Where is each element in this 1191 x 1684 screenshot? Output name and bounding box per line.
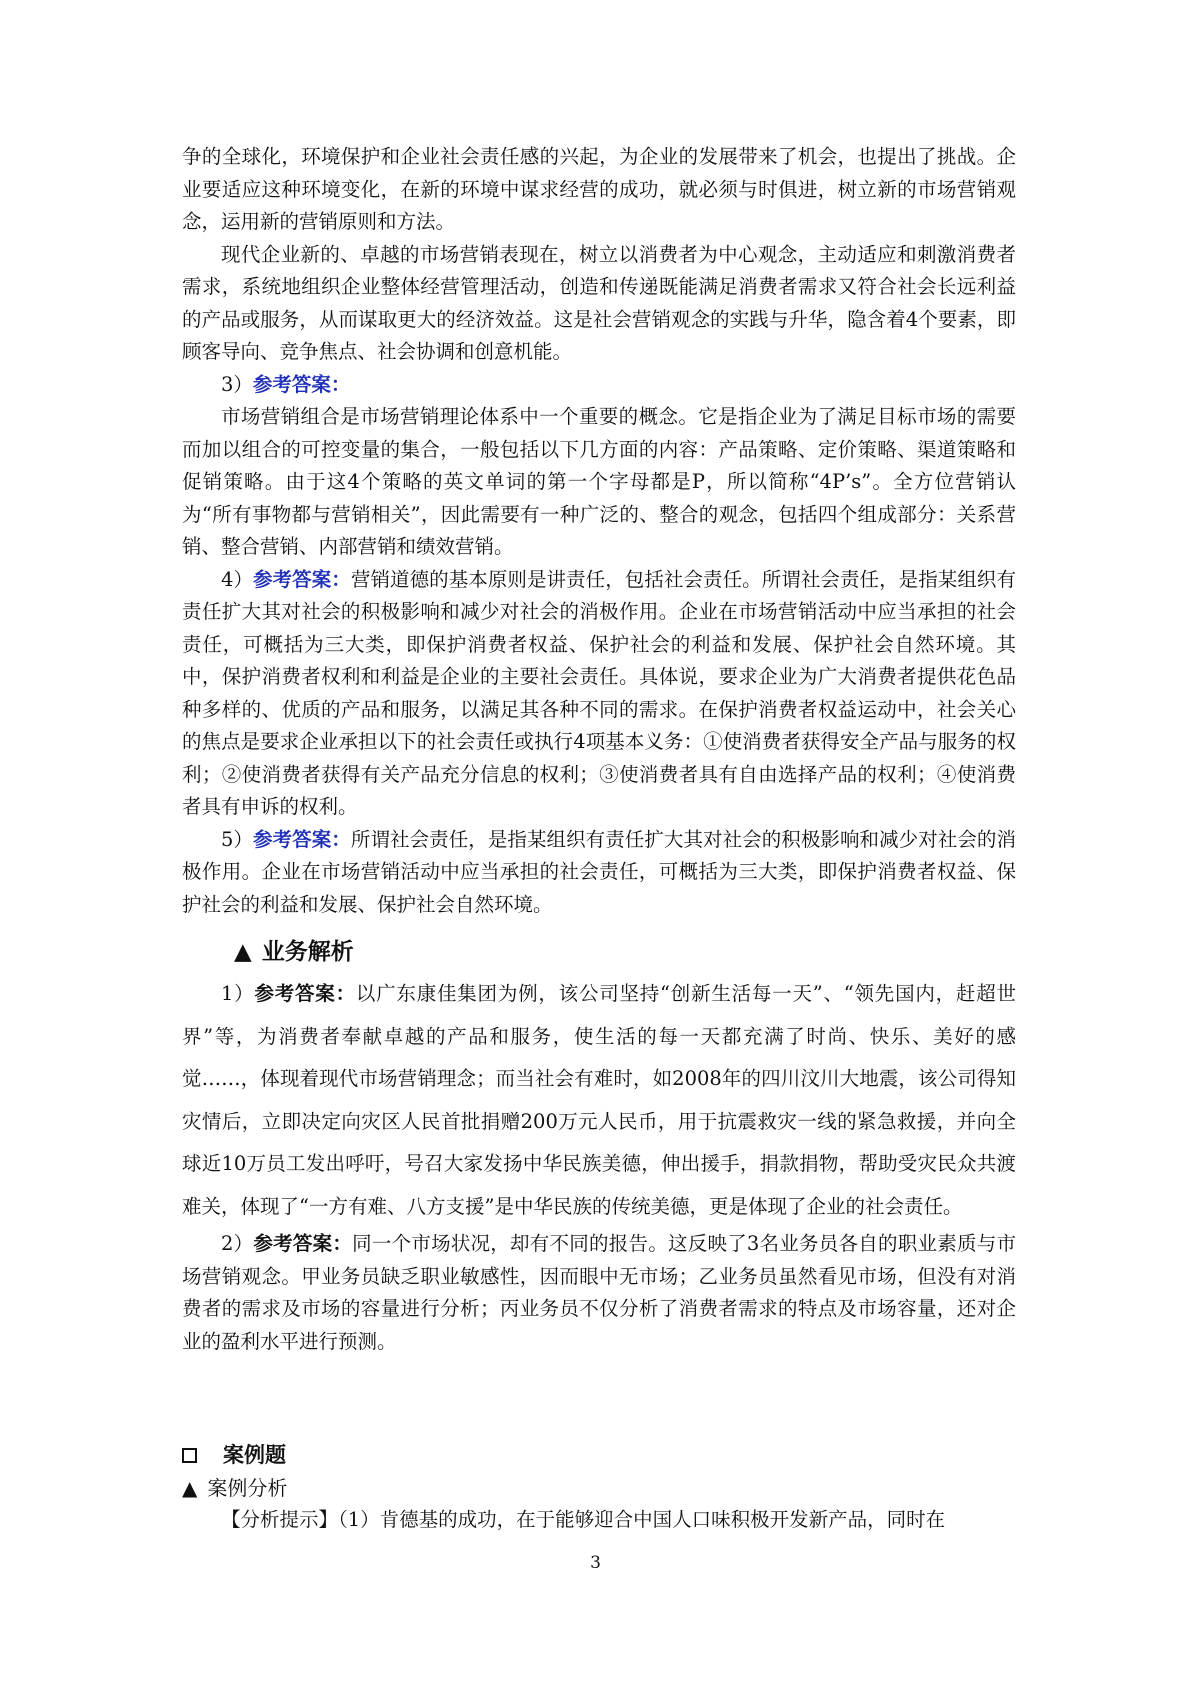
paragraph-continued: 争的全球化，环境保护和企业社会责任感的兴起，为企业的发展带来了机会，也提出了挑战。企业要适应这种环境变化，在新的环境中谋求经营的成功，就必须与时俱进，树立新的市场营销观念，运用新的营销原则和方法。 <box>182 145 1016 233</box>
answer-3-header <box>182 369 1016 402</box>
answer-5 <box>182 824 1016 922</box>
business-analysis-section <box>182 973 1016 1358</box>
triangle-marker-icon: ▲ <box>182 1476 198 1500</box>
checkbox-square-icon <box>182 1448 197 1463</box>
paragraph-modern-marketing: 现代企业新的、卓越的市场营销表现在，树立以消费者为中心观念，主动适应和刺激消费者需求，系统地组织企业整体经营管理活动，创造和传递既能满足消费者需求又符合社会长远利益的产品或服务，从而谋取更大的经济效益。这是社会营销观念的实践与升华，隐含着4个要素，即顾客导向、竞争焦点、社会协调和创意机能。 <box>182 242 1016 363</box>
answer-4-body: 营销道德的基本原则是讲责任，包括社会责任。所谓社会责任，是指某组织有责任扩大其对社会的积极影响和减少对社会的消极作用。企业在市场营销活动中应当承担的社会责任，可概括为三大类，即保护消费者权益、保护社会的利益和发展、保护社会自然环境。其中，保护消费者权利和利益是企业的主要社会责任。具体说，要求企业为广大消费者提供花色品种多样的、优质的产品和服务，以满足其各种不同的需求。在保护消费者权益运动中，社会关心的焦点是要求企业承担以下的社会责任或执行4项基本义务：①使消费者获得安全产品与服务的权利；②使消费者获得有关产品充分信息的权利；③使消费者具有自由选择产品的权利；④使消费者具有申诉的权利。 <box>182 567 1016 818</box>
case-questions-heading <box>182 1438 1016 1472</box>
business-answer-2-number: 2） <box>221 1232 254 1255</box>
case-analysis-hint <box>182 1504 1016 1537</box>
triangle-marker-icon: ▲ <box>234 938 252 965</box>
answer-5-label: 参考答案： <box>253 827 351 851</box>
business-analysis-title: 业务解析 <box>261 938 354 965</box>
case-analysis-title: 案例分析 <box>207 1476 288 1500</box>
business-answer-2 <box>182 1228 1016 1358</box>
hint-body: （1）肯德基的成功，在于能够迎合中国人口味积极开发新产品，同时在 <box>338 1508 946 1531</box>
business-answer-1 <box>182 973 1016 1228</box>
case-analysis-heading <box>182 1472 1016 1504</box>
answer-3-body: 市场营销组合是市场营销理论体系中一个重要的概念。它是指企业为了满足目标市场的需要而加以组合的可控变量的集合，一般包括以下几方面的内容：产品策略、定价策略、渠道策略和促销策略。由于这4个策略的英文单词的第一个字母都是P，所以简称“4P’s”。全方位营销认为“所有事物都与营销相关”，因此需要有一种广泛的、整合的观念，包括四个组成部分：关系营销、整合营销、内部营销和绩效营销。 <box>182 405 1016 558</box>
answer-3-label: 参考答案： <box>252 372 351 396</box>
business-analysis-heading <box>234 935 1016 969</box>
answer-5-body: 所谓社会责任，是指某组织有责任扩大其对社会的积极影响和减少对社会的消极作用。企业在市场营销活动中应当承担的社会责任，可概括为三大类，即保护消费者权益、保护社会的利益和发展、保护社会自然环境。 <box>182 827 1016 916</box>
answer-3-number: 3） <box>221 372 253 396</box>
answer-4-number: 4） <box>221 567 254 591</box>
business-answer-1-body: 以广东康佳集团为例，该公司坚持“创新生活每一天”、“领先国内，赶超世界”等，为消费者奉献卓越的产品和服务，使生活的每一天都充满了时尚、快乐、美好的感觉……，体现着现代市场营销理念；而当社会有难时，如2008年的四川汶川大地震，该公司得知灾情后，立即决定向灾区人民首批捐赠200万元人民币，用于抗震救灾一线的紧急救援，并向全球近10万员工发出呼吁，号召大家发扬中华民族美德，伸出援手，捐款捐物，帮助受灾民众共渡难关，体现了“一方有难、八方支援”是中华民族的传统美德，更是体现了企业的社会责任。 <box>182 982 1016 1218</box>
page-content <box>182 141 1016 1537</box>
answer-4 <box>182 564 1016 824</box>
business-answer-2-label: 参考答案： <box>253 1232 353 1255</box>
answer-5-number: 5） <box>221 827 254 851</box>
page-number: 3 <box>590 1553 601 1573</box>
case-questions-title: 案例题 <box>223 1442 286 1467</box>
business-answer-1-number: 1） <box>221 982 255 1005</box>
business-answer-2-body: 同一个市场状况，却有不同的报告。这反映了3名业务员各自的职业素质与市场营销观念。甲业务员缺乏职业敏感性，因而眼中无市场；乙业务员虽然看见市场，但没有对消费者的需求及市场的容量进行分析；丙业务员不仅分析了消费者需求的特点及市场容量，还对企业的盈利水平进行预测。 <box>182 1232 1016 1353</box>
answer-4-label: 参考答案： <box>253 567 351 591</box>
business-answer-1-label: 参考答案： <box>254 982 356 1005</box>
hint-label: 【分析提示】 <box>221 1508 339 1531</box>
